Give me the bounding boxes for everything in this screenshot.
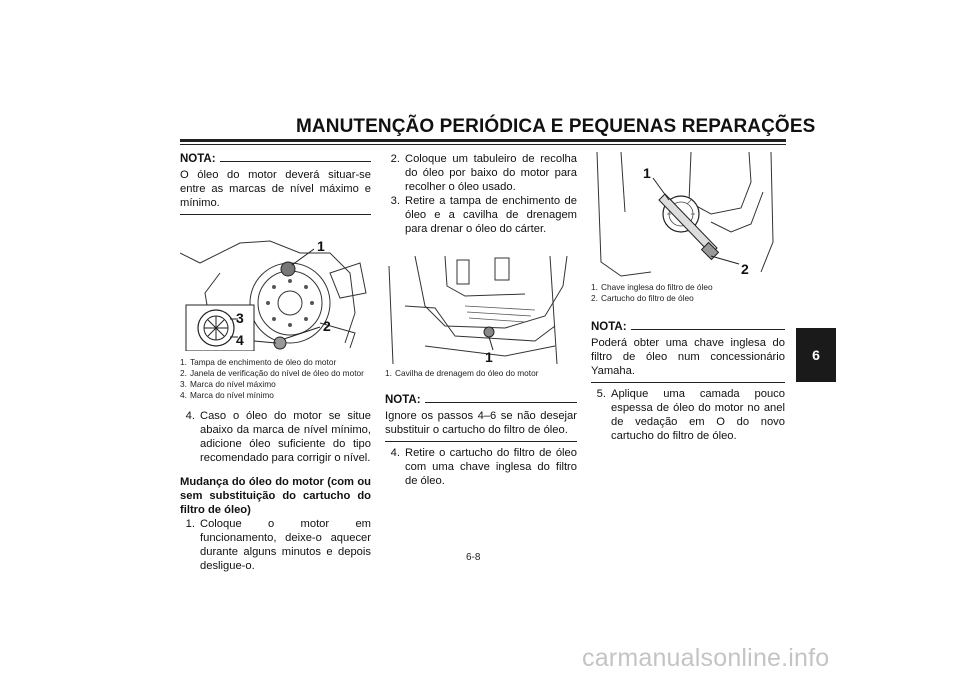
step-1: 1. Coloque o motor em funcionamento, deixe-o aquecer durante alguns minutos e depois desligue-o. [185,518,371,572]
callout-2: 2 [323,318,331,334]
callout-1: 1 [643,165,651,181]
nota-heading: NOTA: [385,393,577,407]
callout-1: 1 [485,349,493,364]
caption-item: 3. Marca do nível máximo [180,379,276,389]
callout-2: 2 [741,261,749,277]
caption-item: 1. Tampa de enchimento de óleo do motor [180,357,337,367]
step-2: 2. Coloque um tabuleiro de recolha do óleo por baixo do motor para recolher o óleo usado. [390,153,577,193]
caption-item: 2. Cartucho do filtro de óleo [591,293,694,303]
watermark: carmanualsonline.info [582,644,830,672]
nota-heading: NOTA: [180,152,371,166]
nota-text: Ignore os passos 4–6 se não desejar substituir o cartucho do filtro de óleo. [385,410,577,436]
section-subheading: Mudança do óleo do motor (com ou sem substituição do cartucho do filtro de óleo) [180,476,371,516]
nota-text: O óleo do motor deverá situar-se entre as marcas de nível máximo e mínimo. [180,169,371,209]
figure-caption-list [591,282,785,304]
figure-caption [385,368,577,379]
chapter-tab[interactable]: 6 [796,328,836,382]
nota-divider [591,382,785,383]
header-rule [180,139,786,142]
engine-oil-level-figure [180,223,371,351]
caption-item: 1. Cavilha de drenagem do óleo do motor [385,368,539,378]
step-4: 4. Caso o óleo do motor se situe abaixo da marca de nível mínimo, adicione óleo suficiente do tipo recomendado para corrigir o nível. [185,410,371,464]
caption-item: 4. Marca do nível mínimo [180,390,274,400]
header-rule-thin [180,144,786,145]
nota-divider [385,441,577,442]
page-header-title: MANUTENÇÃO PERIÓDICA E PEQUENAS REPARAÇÕES [296,116,816,137]
column-3 [591,152,785,443]
figure-caption-list [180,357,371,401]
callout-3: 3 [236,310,244,326]
step-3: 3. Retire a tampa de enchimento de óleo e a cavilha de drenagem para drenar o óleo do cárter. [390,195,577,235]
caption-item: 1. Chave inglesa do filtro de óleo [591,282,713,292]
nota-divider [180,214,371,215]
callout-1: 1 [317,238,325,254]
nota-text: Poderá obter uma chave inglesa do filtro de óleo num concessionário Yamaha. [591,337,785,377]
column-1 [180,152,371,573]
oil-filter-wrench-figure [591,152,785,278]
column-2 [385,152,577,488]
drain-bolt-figure [385,246,577,364]
nota-heading: NOTA: [591,320,785,334]
callout-4: 4 [236,332,244,348]
page-number: 6-8 [466,552,481,563]
step-5: 5. Aplique uma camada pouco espessa de óleo do motor no anel de vedação em O do novo cartucho do filtro de óleo. [596,388,785,442]
step-4: 4. Retire o cartucho do filtro de óleo com uma chave inglesa do filtro de óleo. [390,447,577,487]
caption-item: 2. Janela de verificação do nível de óleo do motor [180,368,364,378]
